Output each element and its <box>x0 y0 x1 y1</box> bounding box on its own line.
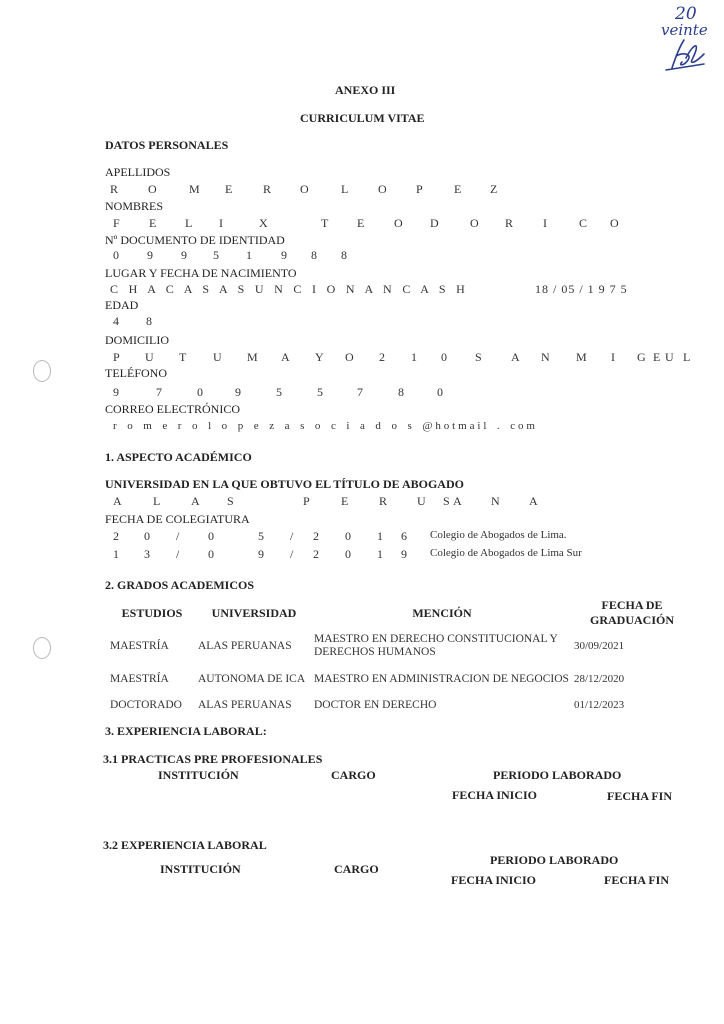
char-box: M <box>189 182 200 196</box>
char-box: T <box>179 350 187 364</box>
age-label: EDAD <box>105 298 139 312</box>
internships-col-period: PERIODO LABORADO <box>493 768 622 782</box>
char-box: O <box>470 216 479 230</box>
char-box: 6 <box>401 529 407 543</box>
char-box: 9 <box>147 248 153 262</box>
char-box: 1 <box>377 529 383 543</box>
char-box: 0 <box>208 547 214 561</box>
work-col-end: FECHA FIN <box>604 873 670 887</box>
university-value <box>113 494 538 510</box>
char-box: S <box>443 494 450 508</box>
char-box: 5 <box>317 385 323 399</box>
char-box: P <box>113 350 120 364</box>
phone-label: TELÉFONO <box>105 366 167 380</box>
char-box: 4 <box>113 314 119 328</box>
row-mention: MAESTRO EN ADMINISTRACION DE NEGOCIOS <box>314 672 569 685</box>
char-box: 2 <box>313 547 319 561</box>
char-box: 9 <box>281 248 287 262</box>
internships-col-position: CARGO <box>331 768 376 782</box>
char-box: 5 <box>276 385 282 399</box>
handwritten-page-word: veinte <box>661 21 708 39</box>
char-box: / <box>176 529 180 543</box>
row-date: 30/09/2021 <box>574 640 625 652</box>
bar-college-2: Colegio de Abogados de Lima Sur <box>430 547 582 559</box>
char-box: 0 <box>345 547 351 561</box>
char-box: 2 <box>379 350 385 364</box>
degrees-heading: 2. GRADOS ACADEMICOS <box>105 578 255 592</box>
row-mention: DOCTOR EN DERECHO <box>314 698 437 711</box>
char-box: C <box>579 216 588 230</box>
row-mention: MAESTRO EN DERECHO CONSTITUCIONAL Y DERECHOS HUMANOS <box>314 633 558 658</box>
row-study: MAESTRÍA <box>110 673 169 685</box>
char-box: A <box>511 350 520 364</box>
char-box: Z <box>490 182 498 196</box>
birth-label: LUGAR Y FECHA DE NACIMIENTO <box>105 266 297 280</box>
char-box: P <box>303 494 310 508</box>
char-box: Y <box>315 350 324 364</box>
char-box: 7 <box>156 385 162 399</box>
char-box: I <box>543 216 547 230</box>
char-box: I <box>611 350 615 364</box>
char-box: 8 <box>311 248 317 262</box>
phone-value <box>113 385 493 401</box>
char-box: U <box>145 350 154 364</box>
char-box: U <box>417 494 426 508</box>
char-box: U <box>665 350 674 364</box>
char-box: O <box>610 216 619 230</box>
char-box: 5 <box>213 248 219 262</box>
surnames-value <box>110 182 550 198</box>
char-box: E <box>341 494 349 508</box>
table-row <box>108 696 692 714</box>
char-box: 9 <box>181 248 187 262</box>
work-col-period: PERIODO LABORADO <box>490 853 619 867</box>
char-box: E <box>225 182 233 196</box>
char-box: L <box>153 494 161 508</box>
char-box: O <box>378 182 387 196</box>
char-box: 2 <box>313 529 319 543</box>
char-box: / <box>290 529 294 543</box>
table-row <box>108 662 692 696</box>
internships-col-end: FECHA FIN <box>607 789 673 803</box>
char-box: D <box>430 216 439 230</box>
char-box: S <box>475 350 482 364</box>
surnames-label: APELLIDOS <box>105 165 171 179</box>
bar-date-label: FECHA DE COLEGIATURA <box>105 512 250 526</box>
char-box: L <box>185 216 193 230</box>
address-label: DOMICILIO <box>105 333 169 347</box>
char-box: S <box>227 494 234 508</box>
char-box: O <box>345 350 354 364</box>
id-value <box>113 248 353 264</box>
names-value <box>113 216 619 232</box>
row-date: 01/12/2023 <box>574 699 625 711</box>
work-col-start: FECHA INICIO <box>451 873 537 887</box>
work-col-institution: INSTITUCIÓN <box>160 862 241 876</box>
university-label: UNIVERSIDAD EN LA QUE OBTUVO EL TÍTULO DE ABOGADO <box>105 477 464 491</box>
academic-heading: 1. ASPECTO ACADÉMICO <box>105 450 252 464</box>
address-value <box>113 350 691 366</box>
char-box: 1 <box>411 350 417 364</box>
char-box: X <box>259 216 268 230</box>
internships-col-start: FECHA INICIO <box>452 788 538 802</box>
email-value: r o m e r o l o p e z a s o c i a d o s @hotmail . com <box>113 420 538 432</box>
internships-heading: 3.1 PRACTICAS PRE PROFESIONALES <box>103 752 323 766</box>
names-label: NOMBRES <box>105 199 164 213</box>
char-box: E <box>149 216 157 230</box>
table-row <box>108 630 692 662</box>
char-box: T <box>321 216 329 230</box>
char-box: O <box>148 182 157 196</box>
punch-hole-lower <box>33 637 51 659</box>
char-box: 8 <box>341 248 347 262</box>
char-box: O <box>394 216 403 230</box>
char-box: 9 <box>258 547 264 561</box>
char-box: R <box>110 182 119 196</box>
col-graduation-date: FECHA DE GRADUACIÓN <box>590 598 674 627</box>
birth-date-value: 18 / 05 / 1 9 7 5 <box>535 282 628 296</box>
work-heading: 3.2 EXPERIENCIA LABORAL <box>103 838 267 852</box>
char-box: 8 <box>146 314 152 328</box>
work-col-position: CARGO <box>334 862 379 876</box>
char-box: 7 <box>357 385 363 399</box>
char-box: 5 <box>258 529 264 543</box>
degrees-table <box>108 596 692 714</box>
char-box: 1 <box>246 248 252 262</box>
char-box: R <box>263 182 272 196</box>
col-mention: MENCIÓN <box>412 605 472 620</box>
char-box: 3 <box>144 547 150 561</box>
char-box: L <box>341 182 349 196</box>
id-label: Nº DOCUMENTO DE IDENTIDAD <box>105 233 285 247</box>
punch-hole-upper <box>33 360 51 382</box>
char-box: G <box>637 350 646 364</box>
birth-place-value: C H A C A S A S U N C I O N A N C A S H <box>110 282 470 296</box>
bar-date-2 <box>113 547 413 563</box>
bar-date-1 <box>113 529 413 545</box>
char-box: 0 <box>113 248 119 262</box>
char-box: 0 <box>345 529 351 543</box>
char-box: / <box>176 547 180 561</box>
bar-college-1: Colegio de Abogados de Lima. <box>430 529 567 541</box>
char-box: O <box>300 182 309 196</box>
char-box: 9 <box>113 385 119 399</box>
char-box: M <box>247 350 258 364</box>
handwritten-page-number: 20 <box>675 4 697 24</box>
char-box: 9 <box>401 547 407 561</box>
char-box: M <box>576 350 587 364</box>
age-value <box>113 314 173 330</box>
char-box: 0 <box>144 529 150 543</box>
char-box: P <box>416 182 423 196</box>
row-study: DOCTORADO <box>110 699 182 711</box>
char-box: 0 <box>437 385 443 399</box>
signature-mark <box>658 36 708 72</box>
char-box: N <box>541 350 550 364</box>
char-box: R <box>379 494 388 508</box>
char-box: E <box>653 350 661 364</box>
char-box: A <box>113 494 122 508</box>
row-study: MAESTRÍA <box>110 640 169 652</box>
col-studies: ESTUDIOS <box>121 605 183 620</box>
char-box: L <box>683 350 691 364</box>
col-university: UNIVERSIDAD <box>211 605 297 620</box>
row-university: ALAS PERUANAS <box>198 640 292 652</box>
char-box: I <box>219 216 223 230</box>
personal-data-heading: DATOS PERSONALES <box>105 138 229 152</box>
char-box: 0 <box>208 529 214 543</box>
char-box: A <box>281 350 290 364</box>
char-box: A <box>529 494 538 508</box>
row-university: ALAS PERUANAS <box>198 699 292 711</box>
row-date: 28/12/2020 <box>574 673 625 685</box>
internships-col-institution: INSTITUCIÓN <box>158 768 239 782</box>
row-university: AUTONOMA DE ICA <box>198 673 306 685</box>
char-box: 1 <box>377 547 383 561</box>
char-box: A <box>191 494 200 508</box>
document-title: CURRICULUM VITAE <box>300 111 425 125</box>
char-box: E <box>454 182 462 196</box>
char-box: R <box>505 216 514 230</box>
char-box: 8 <box>398 385 404 399</box>
char-box: U <box>213 350 222 364</box>
char-box: N <box>491 494 500 508</box>
char-box: 9 <box>235 385 241 399</box>
char-box: 0 <box>197 385 203 399</box>
char-box: / <box>290 547 294 561</box>
char-box: 0 <box>441 350 447 364</box>
email-label: CORREO ELECTRÓNICO <box>105 402 240 416</box>
char-box: F <box>113 216 120 230</box>
annex-title: ANEXO III <box>335 83 396 97</box>
char-box: A <box>453 494 462 508</box>
char-box: 2 <box>113 529 119 543</box>
char-box: E <box>357 216 365 230</box>
experience-heading: 3. EXPERIENCIA LABORAL: <box>105 724 267 738</box>
char-box: 1 <box>113 547 119 561</box>
